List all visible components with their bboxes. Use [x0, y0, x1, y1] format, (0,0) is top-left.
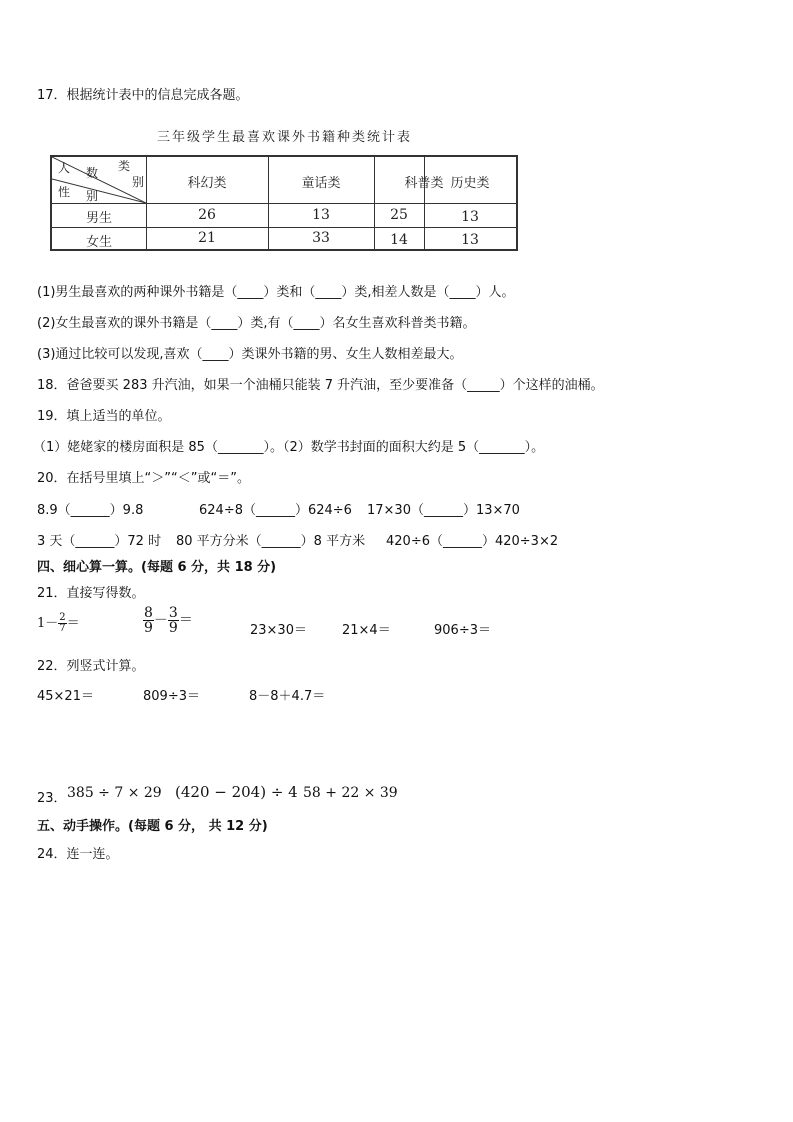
q20-item: 17×30（______）13×70 — [367, 503, 520, 518]
q21-item-fraction2: $\frac{8}{9}$ － $\frac{3}{9}$ ＝ — [144, 605, 193, 636]
row-label: 男生 — [85, 211, 112, 226]
q20-item: 624÷8（______）624÷6 — [199, 503, 352, 518]
q23-item: (420 − 204) ÷ 4 — [175, 783, 298, 801]
q20-item: 80 平方分米（______）8 平方米 — [176, 534, 366, 549]
q17-sub1: (1)男生最喜欢的两种课外书籍是（____）类和（____）类,相差人数是（____）人。 — [37, 285, 515, 300]
table-caption: 三年级学生最喜欢课外书籍种类统计表 — [157, 130, 413, 145]
q21-item: 906÷3＝ — [434, 623, 491, 638]
col-header: 童话类 — [301, 176, 341, 191]
table-cell: 25 — [390, 207, 408, 223]
q19-title: 19．填上适当的单位。 — [37, 409, 171, 424]
table-cell: 13 — [461, 209, 479, 225]
corner-bie-top: 别 — [132, 175, 145, 189]
col-header: 历史类 — [450, 176, 490, 191]
table-cell: 13 — [461, 232, 479, 248]
q21-title: 21．直接写得数。 — [37, 586, 145, 601]
corner-shu: 数 — [86, 166, 99, 180]
q20-item: 8.9（______）9.8 — [37, 503, 144, 518]
q17-sub3: (3)通过比较可以发现,喜欢（____）类课外书籍的男、女生人数相差最大。 — [37, 347, 463, 362]
q21-item: 21×4＝ — [342, 623, 391, 638]
q22-item: 45×21＝ — [37, 689, 94, 704]
table-cell: 26 — [198, 207, 216, 223]
table-cell: 21 — [198, 230, 216, 246]
q20-item: 3 天（______）72 时 — [37, 534, 162, 549]
stats-table — [50, 155, 518, 251]
q18: 18．爸爸要买 283 升汽油，如果一个油桶只能装 7 升汽油，至少要准备（_____）个这样的油桶。 — [37, 378, 604, 393]
section-5-heading: 五、动手操作。(每题 6 分， 共 12 分) — [37, 819, 268, 834]
q21-item-fraction1: 1－ $\frac{2}{7}$ ＝ — [37, 612, 80, 634]
row-label: 女生 — [85, 235, 112, 250]
q17-sub2: (2)女生最喜欢的课外书籍是（____）类,有（____）名女生喜欢科普类书籍。 — [37, 316, 476, 331]
q22-item: 8－8＋4.7＝ — [249, 689, 326, 704]
corner-ren: 人 — [58, 161, 71, 175]
q21-item: 23×30＝ — [250, 623, 307, 638]
q22-item: 809÷3＝ — [143, 689, 200, 704]
q17-title: 17．根据统计表中的信息完成各题。 — [37, 88, 249, 103]
q22-title: 22．列竖式计算。 — [37, 659, 145, 674]
table-cell: 33 — [312, 230, 330, 246]
col-header: 科普类 — [404, 176, 444, 191]
corner-xing: 性 — [58, 185, 71, 199]
q23-label: 23． — [37, 791, 67, 806]
q23-item: 385 ÷ 7 × 29 — [67, 785, 162, 801]
corner-bie-bottom: 别 — [86, 189, 99, 203]
table-cell: 13 — [312, 207, 330, 223]
col-header: 科幻类 — [187, 176, 227, 191]
q24-title: 24．连一连。 — [37, 847, 119, 862]
q23-item: 58 + 22 × 39 — [303, 785, 398, 801]
corner-lei: 类 — [118, 159, 131, 173]
q20-title: 20．在括号里填上“＞”“＜”或“＝”。 — [37, 471, 250, 486]
q19-line: （1）姥姥家的楼房面积是 85（_______）。（2）数学书封面的面积大约是 5（_______）。 — [33, 440, 545, 455]
section-4-heading: 四、细心算一算。(每题 6 分，共 18 分) — [37, 560, 277, 575]
table-cell: 14 — [390, 232, 408, 248]
q20-item: 420÷6（______）420÷3×2 — [386, 534, 559, 549]
